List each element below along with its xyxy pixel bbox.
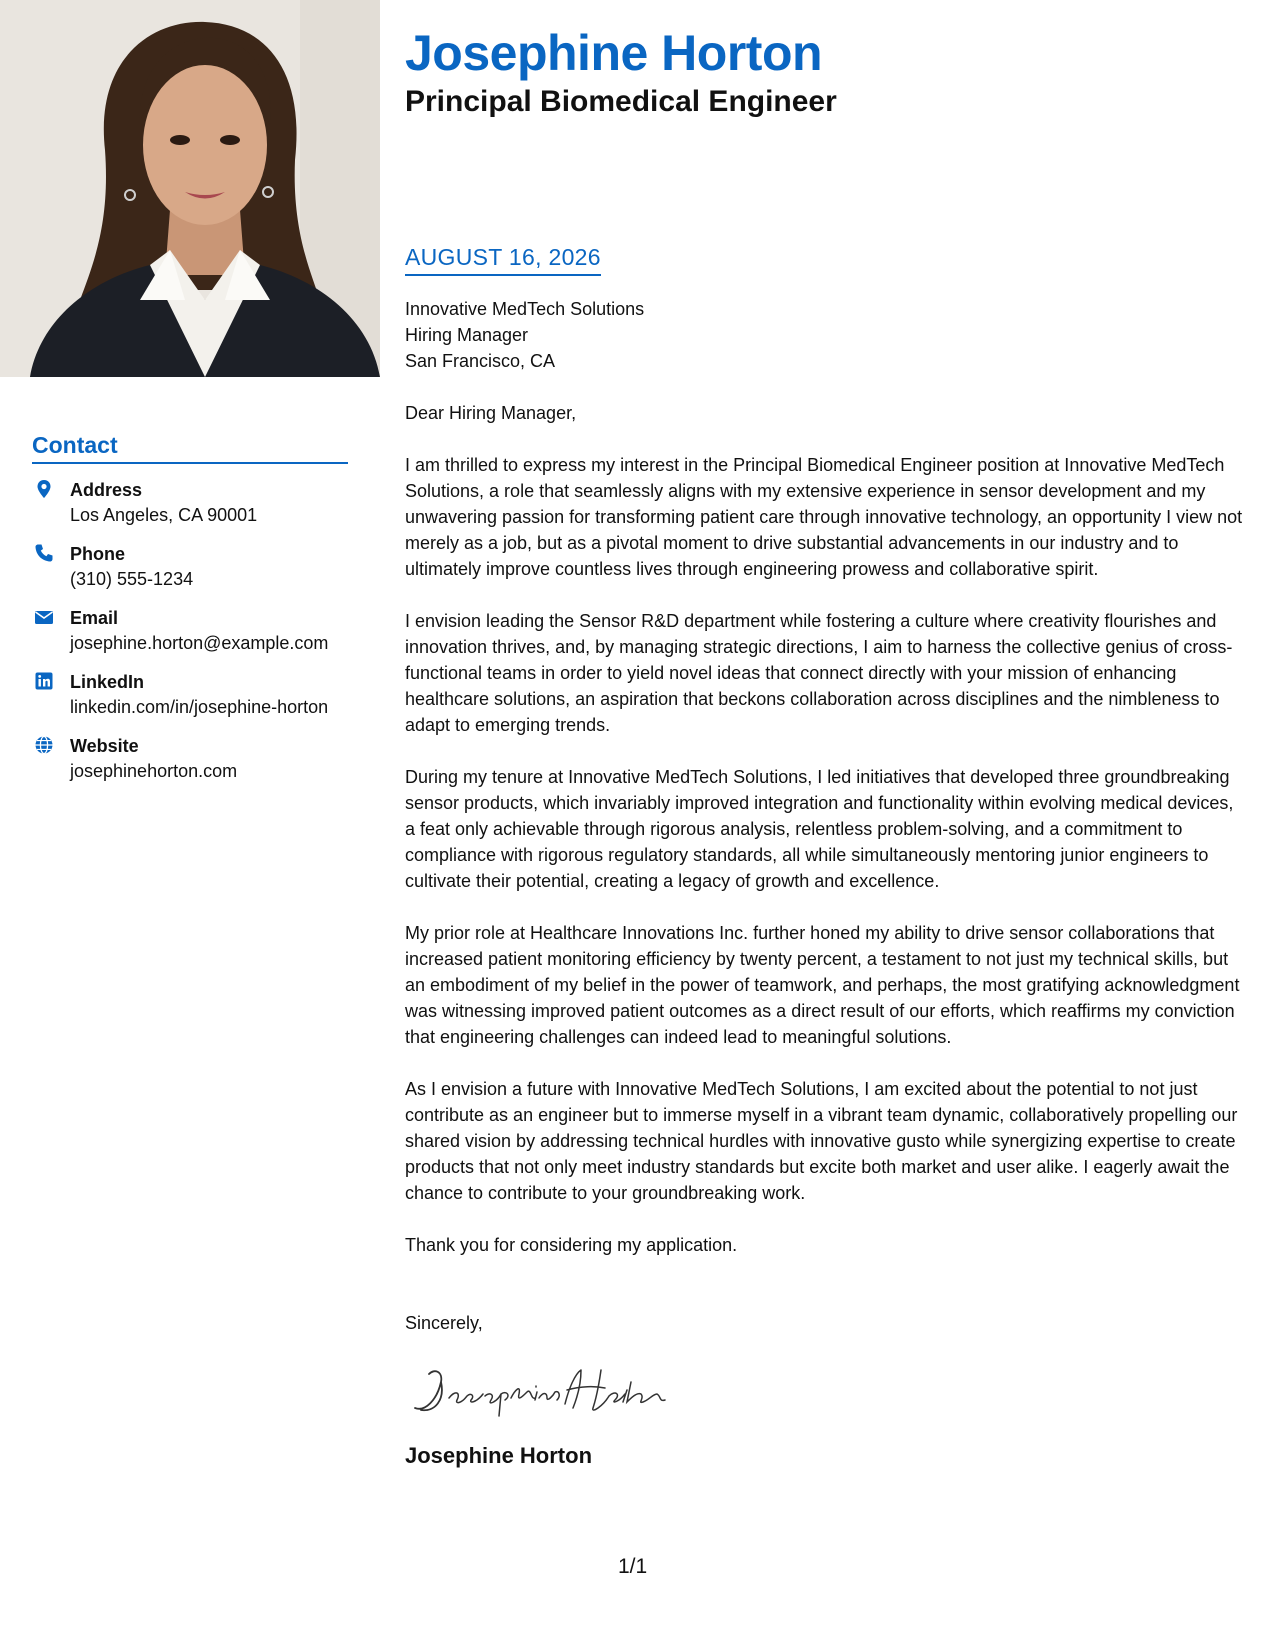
profile-photo [0,0,380,377]
contact-label: Website [70,736,139,756]
applicant-name: Josephine Horton [405,25,823,81]
contact-item-website [32,734,348,784]
contact-value: Los Angeles, CA 90001 [70,505,258,525]
portrait-illustration [0,0,380,377]
contact-item-linkedin [32,670,348,720]
globe-icon [34,735,54,755]
letter-main [405,22,1245,1470]
contact-item-address [32,478,348,528]
paragraph-4: My prior role at Healthcare Innovations Inc. further honed my ability to drive sensor collaborations that increased patient monitoring efficiency by twenty percent, a testament to not just my technical skills, but an embodiment of my belief in the power of teamwork, and perhaps, the most gratifying acknowledgment was witnessing improved patient outcomes as a direct result of our efforts, which reaffirms my conviction that engineering challenges can indeed lead to meaningful solutions. [405,923,1240,1047]
linkedin-icon [34,671,54,691]
recipient-block [405,296,1245,374]
contact-value[interactable]: linkedin.com/in/josephine-horton [70,697,329,717]
contact-list [32,478,348,784]
applicant-title: Principal Biomedical Engineer [405,85,837,118]
paragraph-3: During my tenure at Innovative MedTech Solutions, I led initiatives that developed three groundbreaking sensor products, which invariably improved integration and functionality within evolving medical devices, a feat only achievable through rigorous analysis, relentless problem-solving, and a commitment to compliance with rigorous regulatory standards, all while simultaneously mentoring junior engineers to cultivate their potential, creating a legacy of growth and excellence. [405,767,1234,891]
paragraph-6: Thank you for considering my application. [405,1235,738,1255]
page-number: 1/1 [618,1555,648,1578]
sidebar [32,432,348,798]
contact-value: (310) 555-1234 [70,569,194,589]
phone-icon [34,543,54,563]
recipient-role: Hiring Manager [405,325,529,345]
contact-item-phone [32,542,348,592]
recipient-location: San Francisco, CA [405,351,556,371]
letter-date: AUGUST 16, 2026 [405,244,601,276]
letter-body [405,452,1245,1258]
envelope-icon [34,607,54,627]
contact-label: Email [70,608,119,628]
contact-value: josephine.horton@example.com [70,633,329,653]
contact-value[interactable]: josephinehorton.com [70,761,238,781]
contact-item-email [32,606,348,656]
signer-name: Josephine Horton [405,1443,593,1468]
paragraph-1: I am thrilled to express my interest in the Principal Biomedical Engineer position at Innovative MedTech Solutions, a role that seamlessly aligns with my extensive experience in sensor development and my unwavering passion for transforming patient care through innovative technology, an opportunity I view not merely as a job, but as a pivotal moment to drive substantial advancements in our industry and to ultimately improve countless lives through engineering prowess and collaborative spirit. [405,455,1243,579]
recipient-company: Innovative MedTech Solutions [405,299,645,319]
salutation: Dear Hiring Manager, [405,403,577,423]
handwritten-signature [405,1360,675,1420]
paragraph-2: I envision leading the Sensor R&D department while fostering a culture where creativity flourishes and innovation thrives, and, by managing strategic directions, I aim to harness the collective genius of cross-functional teams in order to yield novel ideas that connect directly with your mission of enhancing healthcare solutions, an aspiration that beckons collaboration across disciplines and the nimbleness to adapt to emerging trends. [405,611,1233,735]
location-pin-icon [34,479,54,499]
closing: Sincerely, [405,1313,483,1333]
contact-label: Phone [70,544,126,564]
contact-heading: Contact [32,432,348,464]
contact-label: Address [70,480,143,500]
contact-label: LinkedIn [70,672,145,692]
paragraph-5: As I envision a future with Innovative MedTech Solutions, I am excited about the potential to not just contribute as an engineer but to immerse myself in a vibrant team dynamic, collaboratively propelling our shared vision by addressing technical hurdles with innovative gusto while synergizing expertise to create products that not only meet industry standards but excite both market and user alike. I eagerly await the chance to contribute to your groundbreaking work. [405,1079,1238,1203]
